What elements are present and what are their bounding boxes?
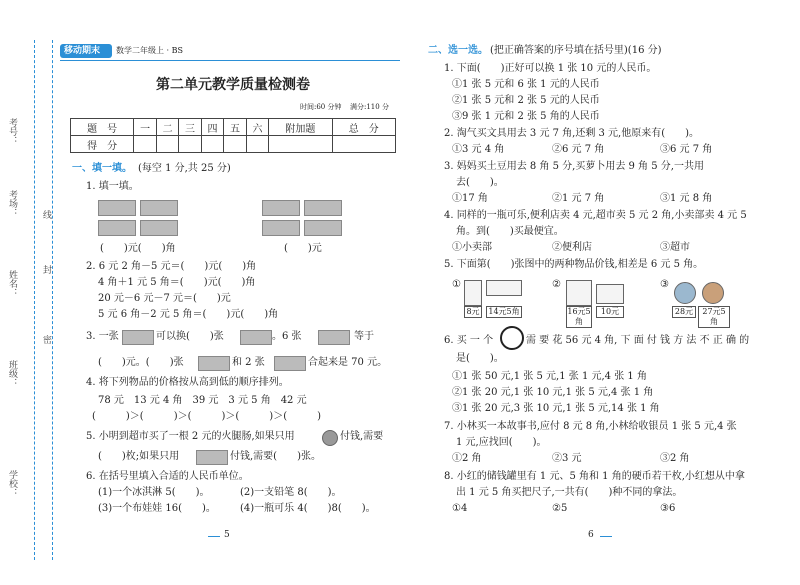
r-q3-o1: ①17 角 bbox=[452, 193, 488, 204]
q1-answer-b: ( )元 bbox=[284, 243, 322, 254]
r-q6: 6. 买 一 个 bbox=[444, 335, 494, 346]
cell: 总 分 bbox=[332, 119, 395, 136]
r-q8: 8. 小红的储钱罐里有 1 元、5 角和 1 角的硬币若干枚,小红想从中拿 bbox=[444, 471, 745, 482]
banknote-image bbox=[304, 200, 342, 216]
label-exam-no: 考号： bbox=[7, 118, 17, 145]
r-q4-o2: ②便利店 bbox=[552, 242, 592, 253]
banknote-image bbox=[262, 220, 300, 236]
price-tag: 16元5角 bbox=[567, 307, 591, 326]
q6-b: (2)一支铅笔 8( )。 bbox=[240, 487, 342, 498]
cell: 四 bbox=[201, 119, 223, 136]
r-q5-mark-2: ② bbox=[552, 279, 561, 290]
brand-badge bbox=[60, 44, 112, 58]
item-image bbox=[464, 280, 482, 306]
section-2-heading: 二、选一选。 bbox=[428, 45, 488, 56]
q3-f: 和 2 张 bbox=[232, 357, 265, 368]
page-deco bbox=[600, 536, 612, 537]
r-q8-o3: ③6 bbox=[660, 503, 676, 514]
q4-blanks: ( )＞( )＞( )＞( )＞( ) bbox=[92, 411, 322, 422]
score-cell[interactable] bbox=[179, 136, 201, 153]
score-cell[interactable] bbox=[224, 136, 246, 153]
item-image bbox=[596, 284, 624, 304]
r-q4-b: 角。到( )买最便宜。 bbox=[456, 226, 564, 237]
coin-image bbox=[322, 430, 338, 446]
q5-a: 5. 小明到超市买了一根 2 元的火腿肠,如果只用 bbox=[86, 431, 295, 442]
r-q7-o3: ③2 角 bbox=[660, 453, 690, 464]
score-cell[interactable] bbox=[156, 136, 178, 153]
score-cell[interactable] bbox=[246, 136, 268, 153]
item-image bbox=[486, 280, 522, 296]
q6-d: (4)一瓶可乐 4( )8( )。 bbox=[240, 503, 376, 514]
r-q7-b: 1 元,应找回( )。 bbox=[456, 437, 547, 448]
banknote-image bbox=[318, 330, 350, 345]
r-q8-o1: ①4 bbox=[452, 503, 468, 514]
cell: 五 bbox=[224, 119, 246, 136]
q6-a: (1)一个冰淇淋 5( )。 bbox=[98, 487, 210, 498]
r-q6-o1: ①1 张 50 元,1 张 5 元,1 张 1 元,4 张 1 角 bbox=[452, 371, 647, 382]
r-q3-o2: ②1 元 7 角 bbox=[552, 193, 605, 204]
r-q3: 3. 妈妈买土豆用去 8 角 5 分,买萝卜用去 9 角 5 分,一共用 bbox=[444, 161, 704, 172]
q2-c: 20 元－6 元－7 元＝( )元 bbox=[98, 293, 231, 304]
r-q5-mark-3: ③ bbox=[660, 279, 669, 290]
banknote-image bbox=[140, 200, 178, 216]
r-q1-o1: ①1 张 5 元和 6 张 1 元的人民币 bbox=[452, 79, 600, 90]
price-tag: 8元 bbox=[464, 306, 482, 318]
r-q3-o3: ③1 元 8 角 bbox=[660, 193, 713, 204]
cell: 一 bbox=[134, 119, 156, 136]
r-q7-o1: ①2 角 bbox=[452, 453, 482, 464]
banknote-image bbox=[122, 330, 154, 345]
r-q6-o3: ③1 张 20 元,3 张 10 元,1 张 5 元,14 张 1 角 bbox=[452, 403, 660, 414]
score-cell[interactable] bbox=[201, 136, 223, 153]
r-q6-c: 是( )。 bbox=[456, 353, 504, 364]
q6: 6. 在括号里填入合适的人民币单位。 bbox=[86, 471, 249, 482]
banknote-image bbox=[98, 200, 136, 216]
page-number: 6 bbox=[588, 530, 594, 540]
ball-image bbox=[702, 282, 724, 304]
label-room: 考场： bbox=[7, 190, 17, 217]
seal-secret: 密 bbox=[41, 335, 51, 344]
score-cell[interactable] bbox=[134, 136, 156, 153]
price-tag: 27元5角 bbox=[698, 306, 730, 328]
cell: 二 bbox=[156, 119, 178, 136]
r-q6-o2: ②1 张 20 元,1 张 10 元,1 张 5 元,4 张 1 角 bbox=[452, 387, 654, 398]
label-school: 学校： bbox=[7, 470, 17, 497]
banknote-image bbox=[304, 220, 342, 236]
q5-c: ( )枚;如果只用 bbox=[98, 451, 180, 462]
section-1-heading: 一、填一填。 bbox=[72, 163, 132, 174]
r-q2: 2. 淘气买文具用去 3 元 7 角,还剩 3 元,他原来有( )。 bbox=[444, 128, 700, 139]
score-cell[interactable] bbox=[269, 136, 332, 153]
binding-line bbox=[52, 40, 53, 560]
banknote-image bbox=[274, 356, 306, 371]
item-image bbox=[566, 280, 592, 306]
r-q8-b: 出 1 元 5 角买把尺子,一共有( )种不同的拿法。 bbox=[456, 487, 683, 498]
label-name: 姓名： bbox=[7, 270, 17, 297]
seal-line: 线 bbox=[41, 210, 51, 219]
r-q4: 4. 同样的一瓶可乐,便利店卖 4 元,超市卖 5 元 2 角,小卖部卖 4 元 5 bbox=[444, 210, 747, 221]
brand: 移动期末 bbox=[64, 46, 101, 56]
q3-a: 3. 一张 bbox=[86, 331, 119, 342]
ball-image bbox=[674, 282, 696, 304]
r-q7: 7. 小林买一本故事书,应付 8 元 8 角,小林给收银员 1 张 5 元,4 张 bbox=[444, 421, 737, 432]
r-q1-o2: ②1 张 5 元和 2 张 5 元的人民币 bbox=[452, 95, 600, 106]
binding-line-outer bbox=[34, 40, 35, 560]
page-deco bbox=[208, 536, 220, 537]
q3-d: 等于 bbox=[354, 331, 374, 342]
cell: 得 分 bbox=[71, 136, 134, 153]
banknote-image bbox=[262, 200, 300, 216]
banknote-image bbox=[98, 220, 136, 236]
q5-b: 付钱,需要 bbox=[340, 431, 384, 442]
q3-c: 。6 张 bbox=[272, 331, 302, 342]
banknote-image bbox=[140, 220, 178, 236]
q5-d: 付钱,需要( )张。 bbox=[230, 451, 321, 462]
r-q2-o2: ②6 元 7 角 bbox=[552, 144, 605, 155]
label-class: 班级： bbox=[7, 360, 17, 387]
page-number: 5 bbox=[224, 530, 230, 540]
q1: 1. 填一填。 bbox=[86, 181, 139, 192]
r-q8-o2: ②5 bbox=[552, 503, 568, 514]
q2-b: 4 角＋1 元 5 角＝( )元( )角 bbox=[98, 277, 256, 288]
price-tag: 14元5角 bbox=[486, 306, 522, 318]
football-icon bbox=[500, 326, 524, 350]
cell: 六 bbox=[246, 119, 268, 136]
header-rule bbox=[60, 60, 400, 61]
r-q4-o3: ③超市 bbox=[660, 242, 690, 253]
r-q1-o3: ③9 张 1 元和 2 张 5 角的人民币 bbox=[452, 111, 600, 122]
cell: 三 bbox=[179, 119, 201, 136]
r-q3-b: 去( )。 bbox=[456, 177, 504, 188]
score-cell[interactable] bbox=[332, 136, 395, 153]
q4-items: 78 元 13 元 4 角 39 元 3 元 5 角 42 元 bbox=[98, 395, 307, 406]
r-q5: 5. 下面第( )张图中的两种物品价钱,相差是 6 元 5 角。 bbox=[444, 259, 704, 270]
price-tag: 10元 bbox=[596, 306, 624, 318]
q3-g: 合起来是 70 元。 bbox=[308, 357, 388, 368]
q6-c: (3)一个布娃娃 16( )。 bbox=[98, 503, 216, 514]
q2-d: 5 元 6 角－2 元 5 角＝( )元( )角 bbox=[98, 309, 279, 320]
r-q2-o1: ①3 元 4 角 bbox=[452, 144, 505, 155]
time-limit: 时间:60 分钟 bbox=[300, 103, 342, 111]
r-q6-b: 需 要 花 56 元 4 角, 下 面 付 钱 方 法 不 正 确 的 bbox=[526, 335, 750, 346]
banknote-image bbox=[198, 356, 230, 371]
r-q2-o3: ③6 元 7 角 bbox=[660, 144, 713, 155]
subject: 数学二年级上 · BS bbox=[116, 46, 183, 55]
r-q7-o2: ②3 元 bbox=[552, 453, 582, 464]
section-2-note: (把正确答案的序号填在括号里)(16 分) bbox=[490, 45, 662, 56]
section-1-note: (每空 1 分,共 25 分) bbox=[138, 163, 231, 174]
r-q4-o1: ①小卖部 bbox=[452, 242, 492, 253]
cell: 题 号 bbox=[71, 119, 134, 136]
q2: 2. 6 元 2 角－5 元＝( )元( )角 bbox=[86, 261, 257, 272]
q3-e: ( )元。( )张 bbox=[98, 357, 184, 368]
q4: 4. 将下列物品的价格按从高到低的顺序排列。 bbox=[86, 377, 289, 388]
banknote-image bbox=[240, 330, 272, 345]
score-table bbox=[70, 118, 396, 153]
q3-b: 可以换( )张 bbox=[156, 331, 224, 342]
page-title: 第二单元教学质量检测卷 bbox=[156, 77, 310, 93]
r-q5-mark-1: ① bbox=[452, 279, 461, 290]
full-score: 满分:110 分 bbox=[350, 103, 389, 111]
price-tag: 28元 bbox=[672, 306, 696, 318]
q1-answer-a: ( )元( )角 bbox=[100, 243, 176, 254]
seal-seal: 封 bbox=[41, 265, 51, 274]
r-q1: 1. 下面( )正好可以换 1 张 10 元的人民币。 bbox=[444, 63, 657, 74]
cell: 附加题 bbox=[269, 119, 332, 136]
banknote-image bbox=[196, 450, 228, 465]
